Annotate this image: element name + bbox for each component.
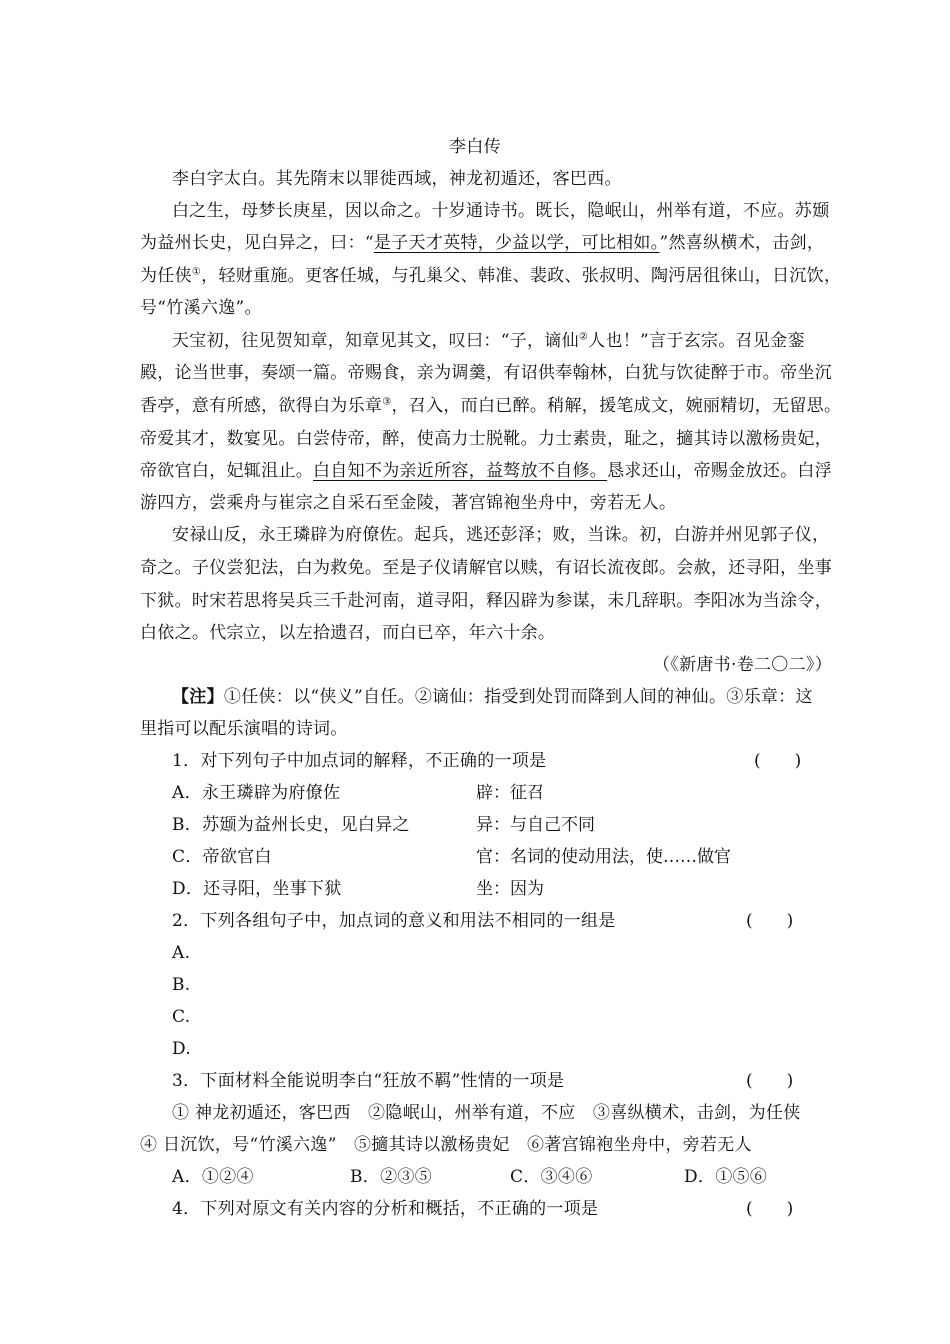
option-a-explanation: 辟：征召 [476,783,544,803]
passage-line: 帝爱其才，数宴见。白尝侍帝，醉，使高力士脱靴。力士素贵，耻之，擿其诗以激杨贵妃， [140,429,832,449]
question-stem: 1．对下列句子中加点词的解释，不正确的一项是 [172,751,547,771]
passage-line [172,330,805,352]
source-citation: （《新唐书·卷二〇二》） [652,655,832,675]
question-stem: 4．下列对原文有关内容的分析和概括，不正确的一项是 [172,1199,599,1219]
option-d-text: D．还寻阳，坐事下狱 [172,879,342,899]
text-run: 恳求还山，帝赐金放还。白浮 [607,461,833,481]
text-run: 人也！”言于玄宗。召见金銮 [588,331,805,351]
text-run: ，轻财重施。更客任城，与孔巢父、韩准、裴政、张叔明、陶沔居徂徕山，日沉饮， [201,266,842,286]
text-run: 为益州长史，见白异之，曰：“ [140,233,374,253]
passage-line: 李白字太白。其先隋末以罪徙西域，神龙初遁还，客巴西。 [172,169,622,189]
footnote-marker: ③ [382,396,392,408]
passage-line [140,395,841,417]
text-run: ，召入，而白已醉。稍解，援笔成文，婉丽精切，无留思。 [391,396,842,416]
passage-line [140,265,841,287]
text-run: ”然喜纵横术，击剑， [659,233,825,253]
option-d-label: D. [172,1039,192,1059]
page-title: 李白传 [449,137,501,157]
passage-line: 白依之。代宗立，以左拾遗召，而白已卒，年六十余。 [140,623,556,643]
footnote-marker: ② [578,331,589,343]
text-run: 香亭，意有所感，欲得白为乐章 [140,396,383,416]
option-a-label: A. [172,943,191,963]
passage-line: 下狱。时宋若思将吴兵三千赴河南，道寻阳，释囚辟为参谋，未几辞职。李阳冰为当涂令， [140,591,832,611]
answer-bracket[interactable]: ( ) [746,1199,794,1219]
text-run: 为任侠 [140,266,192,286]
passage-line: 游四方，尝乘舟与崔宗之自采石至金陵，著宫锦袍坐舟中，旁若无人。 [140,493,677,513]
text-run: 天宝初，往见贺知章，知章见其文，叹曰：“子，谪仙 [172,331,579,351]
note-line: 里指可以配乐演唱的诗词。 [140,719,348,739]
passage-line: 白之生，母梦长庚星，因以命之。十岁通诗书。既长，隐岷山，州举有道，不应。苏颋 [172,201,830,221]
passage-line: 安禄山反，永王璘辟为府僚佐。起兵，逃还彭泽；败，当诛。初，白游并州见郭子仪， [172,525,830,545]
option-d-explanation: 坐：因为 [476,879,544,899]
question-stem: 3．下面材料全能说明李白“狂放不羁”性情的一项是 [172,1071,565,1091]
passage-line [140,232,824,254]
text-run: ①任侠：以“侠义”自任。②谪仙：指受到处罚而降到人间的神仙。③乐章：这 [223,687,813,707]
option-a-text: A．永王璘辟为府僚佐 [172,783,341,803]
note-line [172,686,813,708]
option-c-explanation: 官：名词的使动用法，使……做官 [476,847,731,867]
underlined-sentence: 是子天才英特，少益以学，可比相如。 [373,233,660,253]
underlined-sentence: 白自知不为亲近所容，益骜放不自修。 [313,461,608,481]
text-run: 帝欲官白，妃辄沮止。 [140,461,313,481]
passage-line: 号“竹溪六逸”。 [140,298,262,318]
answer-bracket[interactable]: ( ) [754,751,802,771]
option-c-text: C．帝欲官白 [172,847,272,867]
choice-c[interactable]: C．③④⑥ [510,1167,593,1187]
passage-line [140,460,832,482]
passage-line: 奇之。子仪尝犯法，白为救免。至是子仪请解官以赎，有诏长流夜郎。会赦，还寻阳，坐事 [140,558,832,578]
passage-line: 殿，论当世事，奏颂一篇。帝赐食，亲为调羹，有诏供奉翰林，白犹与饮徒醉于市。帝坐沉 [140,363,832,383]
option-b-label: B. [172,975,191,995]
question-stem: 2．下列各组句子中，加点词的意义和用法不相同的一组是 [172,911,616,931]
choice-b[interactable]: B．②③⑤ [350,1167,432,1187]
option-c-label: C. [172,1007,191,1027]
option-b-explanation: 异：与自己不同 [476,815,595,835]
material-line: ④ 日沉饮，号“竹溪六逸” ⑤擿其诗以激杨贵妃 ⑥著宫锦袍坐舟中，旁若无人 [140,1135,752,1155]
footnote-marker: ① [191,266,202,278]
choice-a[interactable]: A．①②④ [172,1167,254,1187]
answer-bracket[interactable]: ( ) [746,1071,794,1091]
option-b-text: B．苏颋为益州长史，见白异之 [172,815,410,835]
material-line: ① 神龙初遁还，客巴西 ②隐岷山，州举有道，不应 ③喜纵横术，击剑，为任侠 [172,1103,801,1123]
answer-bracket[interactable]: ( ) [746,911,794,931]
note-tag: 【注】 [172,687,224,707]
choice-d[interactable]: D．①⑤⑥ [684,1167,768,1187]
